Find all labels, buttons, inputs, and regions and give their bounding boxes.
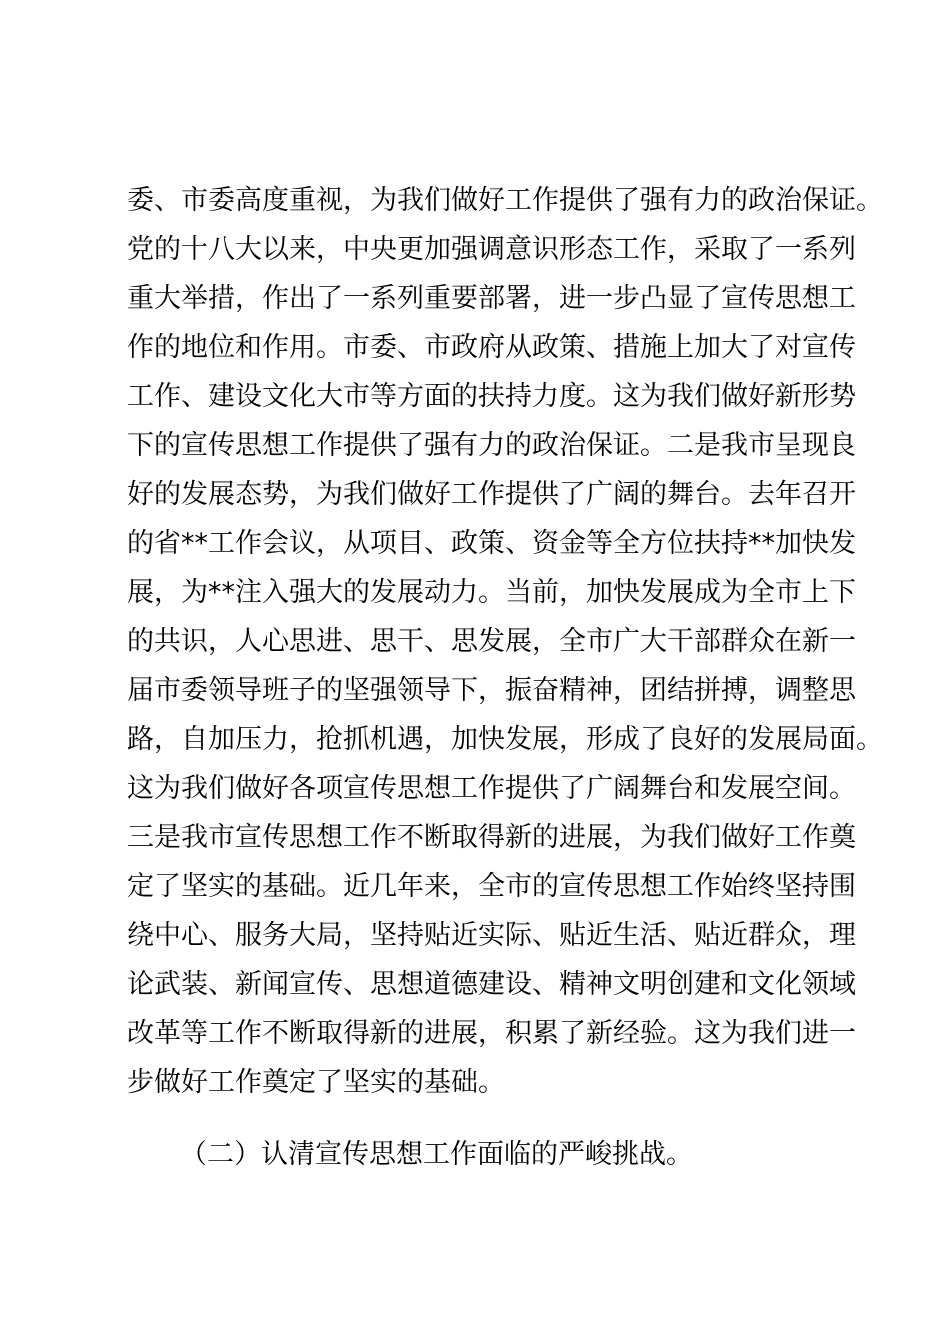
paragraph-line: 党的十八大以来，中央更加强调意识形态工作，采取了一系列: [127, 234, 856, 265]
paragraph-line: 步做好工作奠定了坚实的基础。: [127, 1067, 505, 1098]
paragraph-line: 委、市委高度重视，为我们做好工作提供了强有力的政治保证。: [127, 185, 883, 216]
paragraph-line: 这为我们做好各项宣传思想工作提供了广阔舞台和发展空间。: [127, 773, 856, 804]
paragraph-line: 作的地位和作用。市委、市政府从政策、措施上加大了对宣传: [127, 332, 856, 363]
paragraph-line: 定了坚实的基础。近几年来，全市的宣传思想工作始终坚持围: [127, 871, 856, 902]
paragraph-line: 重大举措，作出了一系列重要部署，进一步凸显了宣传思想工: [127, 283, 856, 314]
paragraph-line: 改革等工作不断取得新的进展，积累了新经验。这为我们进一: [127, 1018, 856, 1049]
body-paragraph: [127, 176, 883, 1107]
paragraph-line: 三是我市宣传思想工作不断取得新的进展，为我们做好工作奠: [127, 822, 856, 853]
paragraph-line: 展，为**注入强大的发展动力。当前，加快发展成为全市上下: [127, 577, 856, 608]
paragraph-line: 路，自加压力，抢抓机遇，加快发展，形成了良好的发展局面。: [127, 724, 883, 755]
paragraph-line: 下的宣传思想工作提供了强有力的政治保证。二是我市呈现良: [127, 430, 856, 461]
paragraph-line: 的省**工作会议，从项目、政策、资金等全方位扶持**加快发: [127, 528, 856, 559]
paragraph-line: 好的发展态势，为我们做好工作提供了广阔的舞台。去年召开: [127, 479, 856, 510]
section-heading: （二）认清宣传思想工作面临的严峻挑战。: [180, 1139, 693, 1170]
paragraph-line: 工作、建设文化大市等方面的扶持力度。这为我们做好新形势: [127, 381, 856, 412]
paragraph-line: 届市委领导班子的坚强领导下，振奋精神，团结拼搏，调整思: [127, 675, 856, 706]
paragraph-line: 绕中心、服务大局，坚持贴近实际、贴近生活、贴近群众，理: [127, 920, 856, 951]
paragraph-line: 的共识，人心思进、思干、思发展，全市广大干部群众在新一: [127, 626, 856, 657]
paragraph-line: 论武装、新闻宣传、思想道德建设、精神文明创建和文化领域: [127, 969, 856, 1000]
